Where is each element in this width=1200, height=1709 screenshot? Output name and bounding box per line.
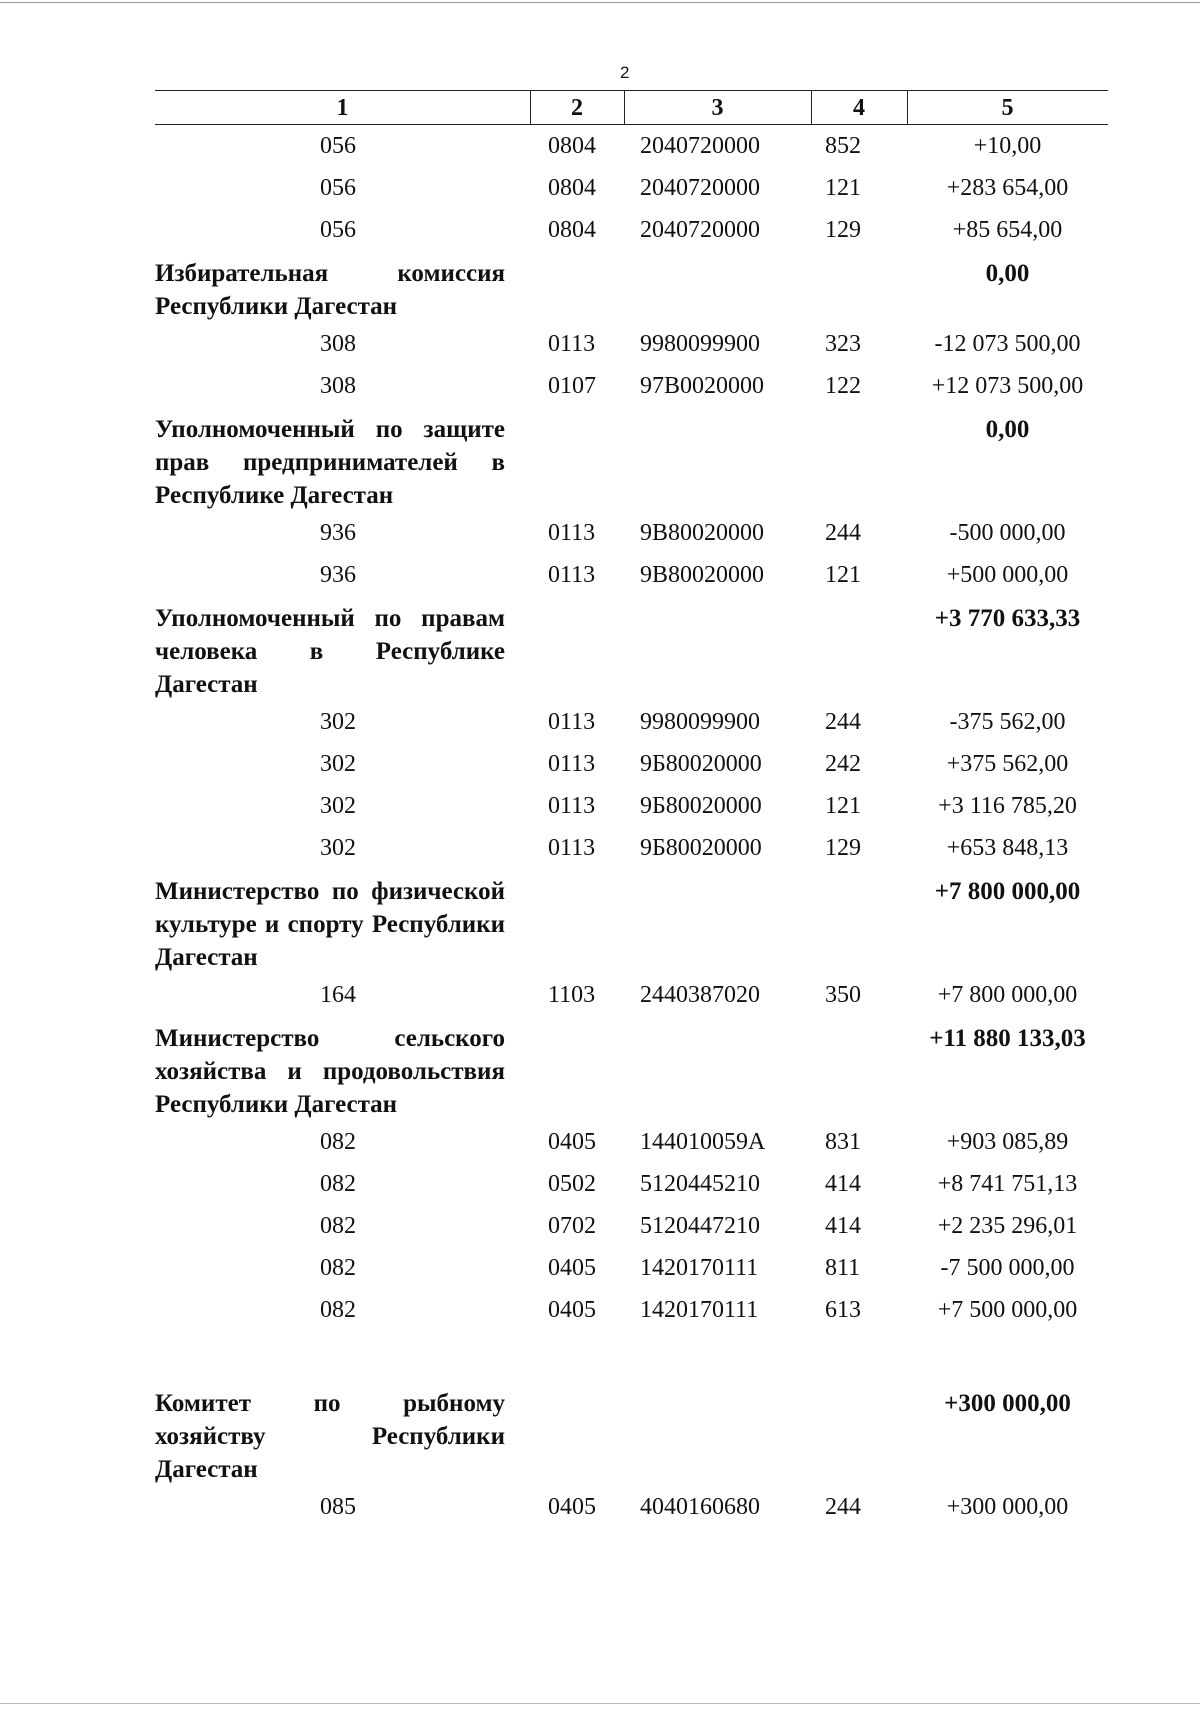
- section-code: 0405: [548, 1494, 596, 1520]
- org-heading-row: [155, 1381, 1108, 1486]
- org-name: Комитет по рыбному хозяйству Республики Дагестан: [155, 1390, 505, 1483]
- org-total: +300 000,00: [944, 1390, 1071, 1417]
- target-article-code: 2040720000: [640, 175, 760, 201]
- org-name: Уполномоченный по правам человека в Республике Дагестан: [155, 605, 505, 698]
- amount: +903 085,89: [946, 1129, 1069, 1155]
- header-col-2: 2: [571, 95, 583, 121]
- target-article-code: 1420170111: [640, 1255, 759, 1281]
- section-code: 0405: [548, 1255, 596, 1281]
- section-code: 0502: [548, 1171, 596, 1197]
- section-code: 0113: [548, 709, 596, 735]
- org-total: +3 770 633,33: [934, 605, 1081, 632]
- table-row: [155, 512, 1108, 554]
- table-row: [155, 1163, 1108, 1205]
- target-article-code: 97В0020000: [640, 373, 765, 399]
- org-code: 056: [320, 217, 356, 243]
- expense-type-code: 121: [825, 562, 861, 588]
- section-code: 0113: [548, 562, 596, 588]
- target-article-code: 2040720000: [640, 217, 760, 243]
- org-name: Уполномоченный по защите прав предпринимателей в Республике Дагестан: [155, 416, 505, 509]
- org-code: 082: [320, 1129, 356, 1155]
- section-code: 0804: [548, 133, 596, 159]
- org-heading-row: [155, 251, 1108, 323]
- org-heading-row: [155, 596, 1108, 701]
- section-gap: [155, 1331, 1108, 1381]
- target-article-code: 4040160680: [640, 1494, 760, 1520]
- org-heading-row: [155, 869, 1108, 974]
- org-code: 302: [320, 751, 356, 777]
- org-heading-row: [155, 407, 1108, 512]
- expense-type-code: 852: [825, 133, 861, 159]
- section-code: 0113: [548, 520, 596, 546]
- target-article-code: 9980099900: [640, 709, 760, 735]
- page-number: 2: [620, 63, 630, 82]
- section-code: 1103: [548, 982, 596, 1008]
- expense-type-code: 129: [825, 217, 861, 243]
- section-code: 0804: [548, 217, 596, 243]
- section-code: 0405: [548, 1297, 596, 1323]
- section-code: 0113: [548, 835, 596, 861]
- expense-type-code: 244: [825, 709, 861, 735]
- amount: +7 800 000,00: [937, 982, 1078, 1008]
- amount: +3 116 785,20: [938, 793, 1077, 819]
- target-article-code: 9Б80020000: [640, 835, 762, 861]
- scan-edge-bottom: [0, 1703, 1200, 1704]
- table-row: [155, 827, 1108, 869]
- amount: +500 000,00: [946, 562, 1069, 588]
- expense-type-code: 121: [825, 175, 861, 201]
- section-code: 0702: [548, 1213, 596, 1239]
- org-code: 082: [320, 1255, 356, 1281]
- table-row: [155, 743, 1108, 785]
- org-code: 082: [320, 1297, 356, 1323]
- section-code: 0113: [548, 331, 596, 357]
- table-row: [155, 1205, 1108, 1247]
- org-code: 302: [320, 709, 356, 735]
- table-row: [155, 1486, 1108, 1528]
- expense-type-code: 244: [825, 1494, 861, 1520]
- target-article-code: 9980099900: [640, 331, 760, 357]
- table-row: [155, 1289, 1108, 1331]
- expense-type-code: 323: [825, 331, 861, 357]
- table-row: [155, 365, 1108, 407]
- table-header: [155, 90, 1108, 125]
- target-article-code: 5120447210: [640, 1213, 760, 1239]
- table-row: [155, 785, 1108, 827]
- expense-type-code: 242: [825, 751, 861, 777]
- target-article-code: 9Б80020000: [640, 751, 762, 777]
- org-total: 0,00: [985, 416, 1030, 443]
- expense-type-code: 129: [825, 835, 861, 861]
- target-article-code: 9В80020000: [640, 562, 765, 588]
- amount: -12 073 500,00: [934, 331, 1081, 357]
- org-code: 164: [320, 982, 356, 1008]
- target-article-code: 9Б80020000: [640, 793, 762, 819]
- budget-table: [155, 90, 1108, 1528]
- section-code: 0804: [548, 175, 596, 201]
- section-code: 0113: [548, 751, 596, 777]
- org-code: 302: [320, 835, 356, 861]
- scan-edge-top: [0, 2, 1200, 3]
- table-row: [155, 1247, 1108, 1289]
- target-article-code: 2440387020: [640, 982, 760, 1008]
- target-article-code: 1420170111: [640, 1297, 759, 1323]
- amount: +7 500 000,00: [937, 1297, 1078, 1323]
- amount: +8 741 751,13: [937, 1171, 1078, 1197]
- header-col-4: 4: [853, 95, 865, 121]
- org-name: Министерство по физической культуре и спорту Республики Дагестан: [155, 878, 505, 971]
- org-code: 936: [320, 562, 356, 588]
- table-row: [155, 167, 1108, 209]
- amount: +300 000,00: [946, 1494, 1069, 1520]
- amount: +653 848,13: [946, 835, 1069, 861]
- org-total: 0,00: [985, 260, 1030, 287]
- target-article-code: 144010059А: [640, 1129, 766, 1155]
- expense-type-code: 811: [825, 1255, 861, 1281]
- expense-type-code: 831: [825, 1129, 861, 1155]
- expense-type-code: 122: [825, 373, 861, 399]
- table-row: [155, 323, 1108, 365]
- amount: +375 562,00: [946, 751, 1069, 777]
- expense-type-code: 121: [825, 793, 861, 819]
- org-code: 082: [320, 1171, 356, 1197]
- amount: -500 000,00: [949, 520, 1066, 546]
- amount: +12 073 500,00: [931, 373, 1084, 399]
- section-code: 0113: [548, 793, 596, 819]
- target-article-code: 5120445210: [640, 1171, 760, 1197]
- amount: -375 562,00: [949, 709, 1066, 735]
- org-code: 308: [320, 331, 356, 357]
- target-article-code: 9В80020000: [640, 520, 765, 546]
- target-article-code: 2040720000: [640, 133, 760, 159]
- header-col-3: 3: [711, 95, 724, 121]
- expense-type-code: 613: [825, 1297, 861, 1323]
- table-row: [155, 701, 1108, 743]
- expense-type-code: 350: [825, 982, 861, 1008]
- header-col-1: 1: [336, 95, 349, 121]
- amount: +283 654,00: [946, 175, 1069, 201]
- org-name: Избирательная комиссия Республики Дагестан: [155, 260, 505, 320]
- section-code: 0405: [548, 1129, 596, 1155]
- header-col-5: 5: [1001, 95, 1014, 121]
- table-body: [155, 125, 1108, 1528]
- org-code: 082: [320, 1213, 356, 1239]
- expense-type-code: 414: [825, 1171, 861, 1197]
- table-row: [155, 209, 1108, 251]
- org-total: +7 800 000,00: [934, 878, 1081, 905]
- org-code: 056: [320, 175, 356, 201]
- org-code: 085: [320, 1494, 356, 1520]
- expense-type-code: 414: [825, 1213, 861, 1239]
- org-heading-row: [155, 1016, 1108, 1121]
- table-row: [155, 554, 1108, 596]
- org-name: Министерство сельского хозяйства и продовольствия Республики Дагестан: [155, 1025, 505, 1118]
- table-row: [155, 974, 1108, 1016]
- amount: +2 235 296,01: [937, 1213, 1078, 1239]
- org-code: 936: [320, 520, 356, 546]
- expense-type-code: 244: [825, 520, 861, 546]
- org-code: 308: [320, 373, 356, 399]
- table-row: [155, 125, 1108, 167]
- org-total: +11 880 133,03: [929, 1025, 1086, 1052]
- org-code: 056: [320, 133, 356, 159]
- amount: +85 654,00: [952, 217, 1063, 243]
- section-code: 0107: [548, 373, 596, 399]
- table-row: [155, 1121, 1108, 1163]
- amount: +10,00: [973, 133, 1042, 159]
- amount: -7 500 000,00: [940, 1255, 1075, 1281]
- org-code: 302: [320, 793, 356, 819]
